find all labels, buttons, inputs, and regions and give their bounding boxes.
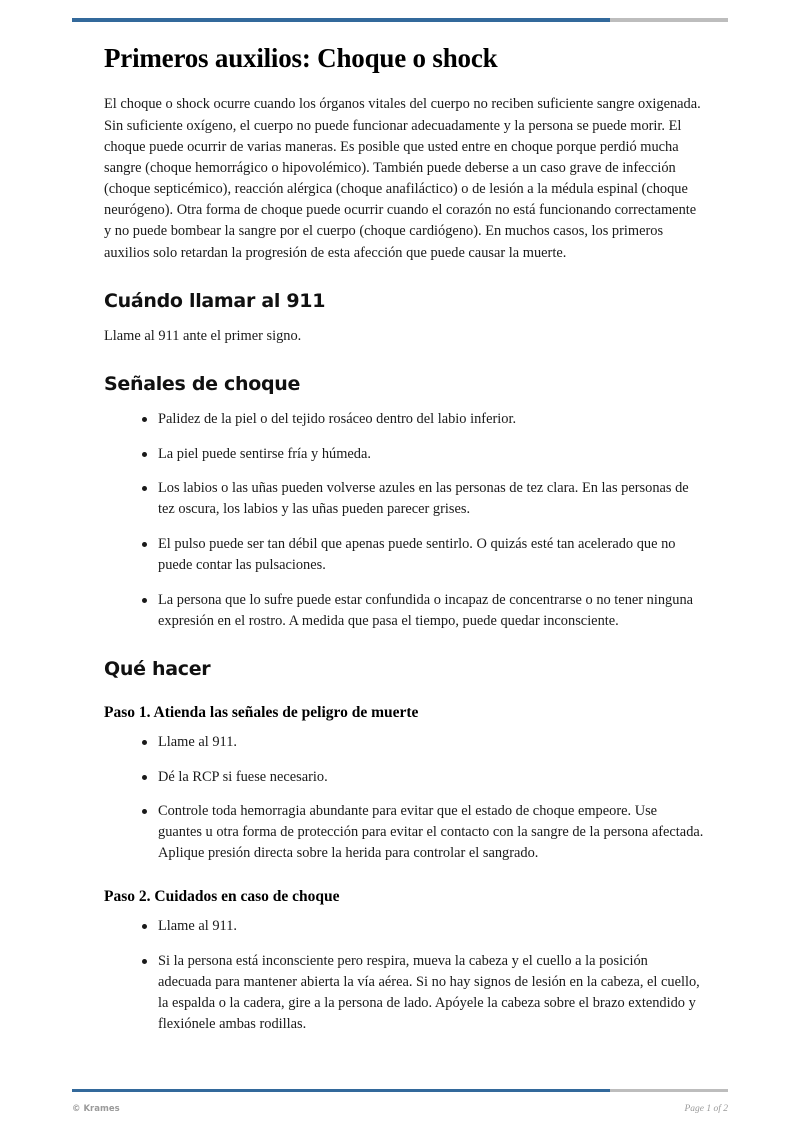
- page-title: Primeros auxilios: Choque o shock: [104, 43, 498, 73]
- footer-pagination: Page 1 of 2: [684, 1104, 728, 1114]
- step-2-list: [104, 916, 704, 1034]
- footer-copyright: © Krames: [72, 1104, 120, 1114]
- signs-list: [104, 409, 704, 632]
- list-item: La piel puede sentirse fría y húmeda.: [142, 444, 704, 465]
- list-item: El pulso puede ser tan débil que apenas puede sentirlo. O quizás esté tan acelerado que no puede contar las pulsaciones.: [142, 534, 704, 576]
- list-item: La persona que lo sufre puede estar confundida o incapaz de concentrarse o no tener ninguna expresión en el rostro. A medida que pasa el tiempo, puede quedar inconsciente.: [142, 590, 704, 632]
- step-1-heading: Paso 1. Atienda las señales de peligro de muerte: [104, 703, 419, 721]
- list-item: Si la persona está inconsciente pero respira, mueva la cabeza y el cuello a la posición adecuada para mantener abierta la vía aérea. Si no hay signos de lesión en la cabeza, el cuello, la espalda o la cadera, gire a la persona de lado. Apóyele la cabeza sobre el brazo extendido y flexiónele ambas rodillas.: [142, 951, 704, 1035]
- list-item: Dé la RCP si fuese necesario.: [142, 767, 704, 788]
- section-heading-call-911: Cuándo llamar al 911: [104, 289, 326, 312]
- footer-rule-blue-segment: [72, 1089, 610, 1092]
- list-item: Los labios o las uñas pueden volverse azules en las personas de tez clara. En las personas de tez oscura, los labios y las uñas pueden parecer grises.: [142, 478, 704, 520]
- header-rule-grey-segment: [610, 18, 728, 22]
- document-content: [104, 42, 704, 1048]
- header-rule-blue-segment: [72, 18, 610, 22]
- footer-rule-grey-segment: [610, 1089, 728, 1092]
- footer-rule: [72, 1089, 728, 1092]
- step-2-heading: Paso 2. Cuidados en caso de choque: [104, 888, 340, 906]
- list-item: Llame al 911.: [142, 732, 704, 753]
- list-item: Palidez de la piel o del tejido rosáceo dentro del labio inferior.: [142, 409, 704, 430]
- call-911-text: Llame al 911 ante el primer signo.: [104, 327, 302, 344]
- intro-paragraph: El choque o shock ocurre cuando los órganos vitales del cuerpo no reciben suficiente sangre oxigenada. Sin suficiente oxígeno, el cuerpo no puede funcionar adecuadamente y la persona se puede morir. El choque puede ocurrir de varias maneras. Es posible que usted entre en choque porque perdió mucha sangre (choque hemorrágico o hipovolémico). También puede deberse a un caso grave de infección (choque septicémico), reacción alérgica (choque anafiláctico) o de lesión a la médula espinal (choque neurógeno). Otra forma de choque puede ocurrir cuando el corazón no está funcionando correctamente y no puede bombear la sangre por el cuerpo (choque cardiógeno). En muchos casos, los primeros auxilios solo retardan la progresión de esta afección que puede causar la muerte.: [104, 96, 701, 261]
- list-item: Controle toda hemorragia abundante para evitar que el estado de choque empeore. Use guantes u otra forma de protección para evitar el contacto con la sangre de la persona afectada. Aplique presión directa sobre la herida para controlar el sangrado.: [142, 801, 704, 864]
- page-footer: [72, 1104, 728, 1114]
- step-1-list: [104, 732, 704, 864]
- list-item: Llame al 911.: [142, 916, 704, 937]
- section-heading-what-to-do: Qué hacer: [104, 657, 211, 680]
- section-heading-signs: Señales de choque: [104, 372, 301, 395]
- header-rule: [72, 18, 728, 22]
